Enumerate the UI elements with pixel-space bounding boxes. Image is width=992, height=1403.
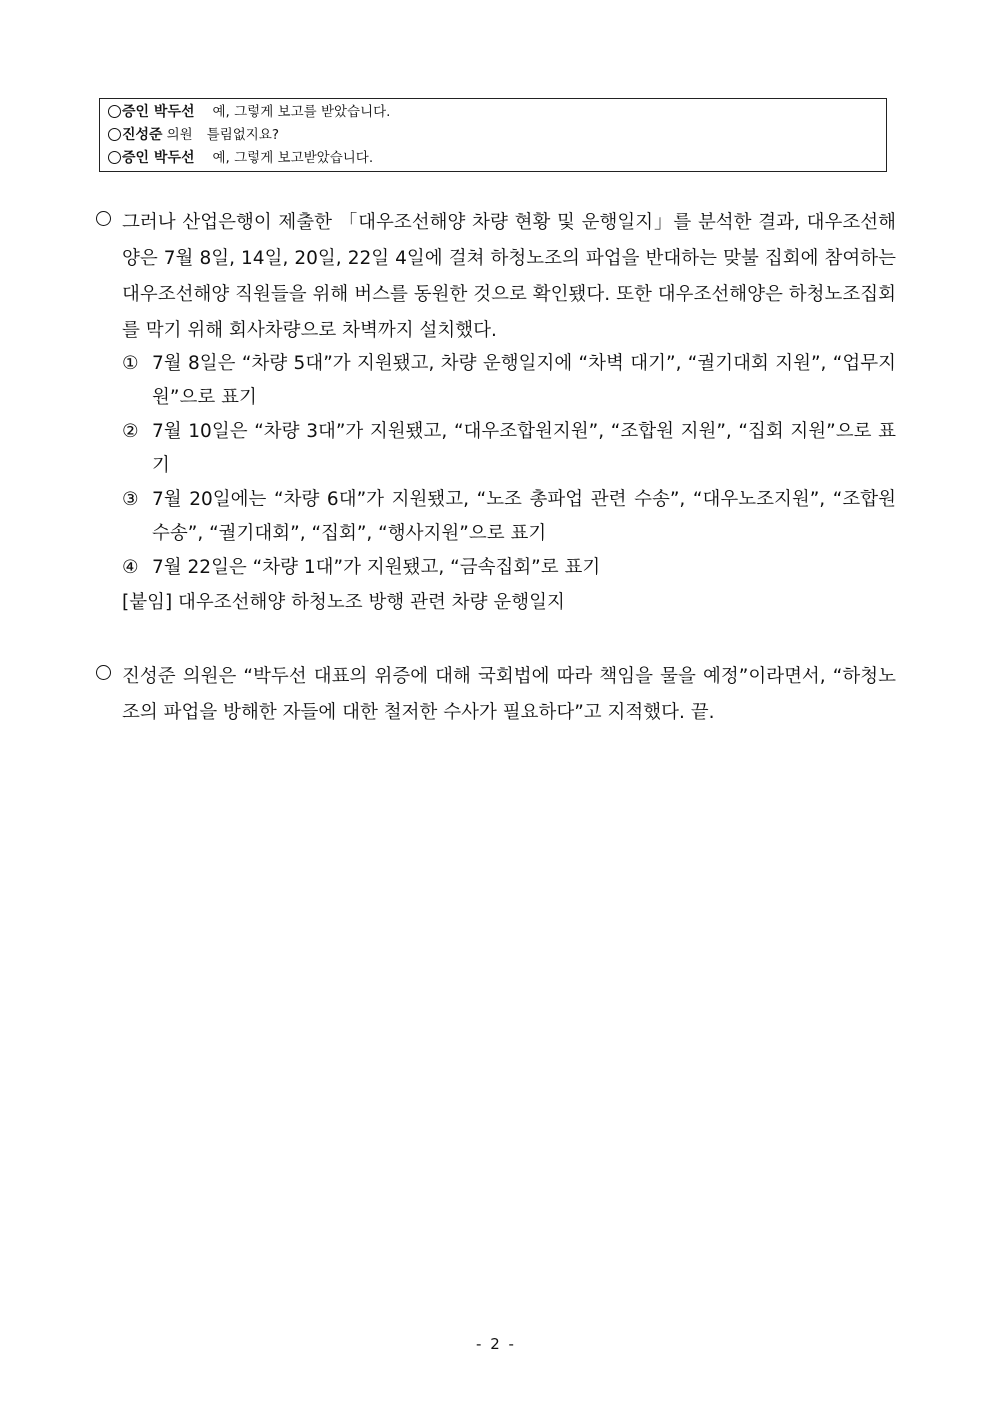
transcript-row: [108, 124, 878, 147]
list-item: [122, 483, 896, 551]
paragraph-conclusion: [96, 659, 896, 731]
paragraph-text: 그러나 산업은행이 제출한 「대우조선해양 차량 현황 및 운행일지」를 분석한 결과, 대우조선해양은 7월 8일, 14일, 20일, 22일 4일에 걸쳐 하청노조의 파업을 반대하는 맞불 집회에 참여하는 대우조선해양 직원들을 위해 버스를 동원한 것으로 확인됐다. 또한 대우조선해양은 하청노조집회를 막기 위해 회사차량으로 차벽까지 설치했다.: [122, 212, 896, 341]
item-number: ③: [122, 489, 139, 510]
item-number: ②: [122, 421, 139, 442]
item-text: 7월 8일은 “차량 5대”가 지원됐고, 차량 운행일지에 “차벽 대기”, “궐기대회 지원”, “업무지원”으로 표기: [152, 353, 896, 408]
speaker-name: 증인 박두선: [122, 150, 195, 166]
attachment-note: [붙임] 대우조선해양 하청노조 방행 관련 차량 운행일지: [122, 592, 565, 613]
vehicle-support-list: [122, 347, 896, 621]
list-item: [122, 347, 896, 415]
transcript-row: [108, 147, 878, 170]
item-number: ①: [122, 353, 139, 374]
item-number: ④: [122, 557, 139, 578]
circle-bullet-icon: [96, 665, 111, 680]
paragraph-text: 진성준 의원은 “박두선 대표의 위증에 대해 국회법에 따라 책임을 물을 예정”이라면서, “하청노조의 파업을 방해한 자들에 대한 철저한 수사가 필요하다”고 지적했다. 끝.: [122, 666, 896, 723]
circle-bullet-icon: [108, 128, 121, 141]
item-text: 7월 10일은 “차량 3대”가 지원됐고, “대우조합원지원”, “조합원 지원”, “집회 지원”으로 표기: [152, 421, 896, 476]
circle-bullet-icon: [108, 151, 121, 164]
testimony-text: 예, 그렇게 보고를 받았습니다.: [212, 104, 391, 120]
speaker-name: 증인 박두선: [122, 104, 195, 120]
transcript-row: [108, 101, 878, 124]
speaker-name: 진성준: [122, 127, 163, 143]
testimony-transcript-box: [99, 98, 887, 172]
paragraph-analysis: [96, 205, 896, 349]
testimony-text: 예, 그렇게 보고받았습니다.: [212, 150, 374, 166]
item-text: 7월 22일은 “차량 1대”가 지원됐고, “금속집회”로 표기: [152, 557, 601, 578]
list-item: [122, 415, 896, 483]
page-number: - 2 -: [476, 1335, 516, 1353]
item-text: 7월 20일에는 “차량 6대”가 지원됐고, “노조 총파업 관련 수송”, “대우노조지원”, “조합원 수송”, “궐기대회”, “집회”, “행사지원”으로 표기: [152, 489, 896, 544]
speaker-role: 의원: [166, 127, 193, 143]
list-item: [122, 551, 896, 585]
testimony-text: 틀림없지요?: [206, 127, 280, 143]
circle-bullet-icon: [108, 105, 121, 118]
circle-bullet-icon: [96, 211, 111, 226]
